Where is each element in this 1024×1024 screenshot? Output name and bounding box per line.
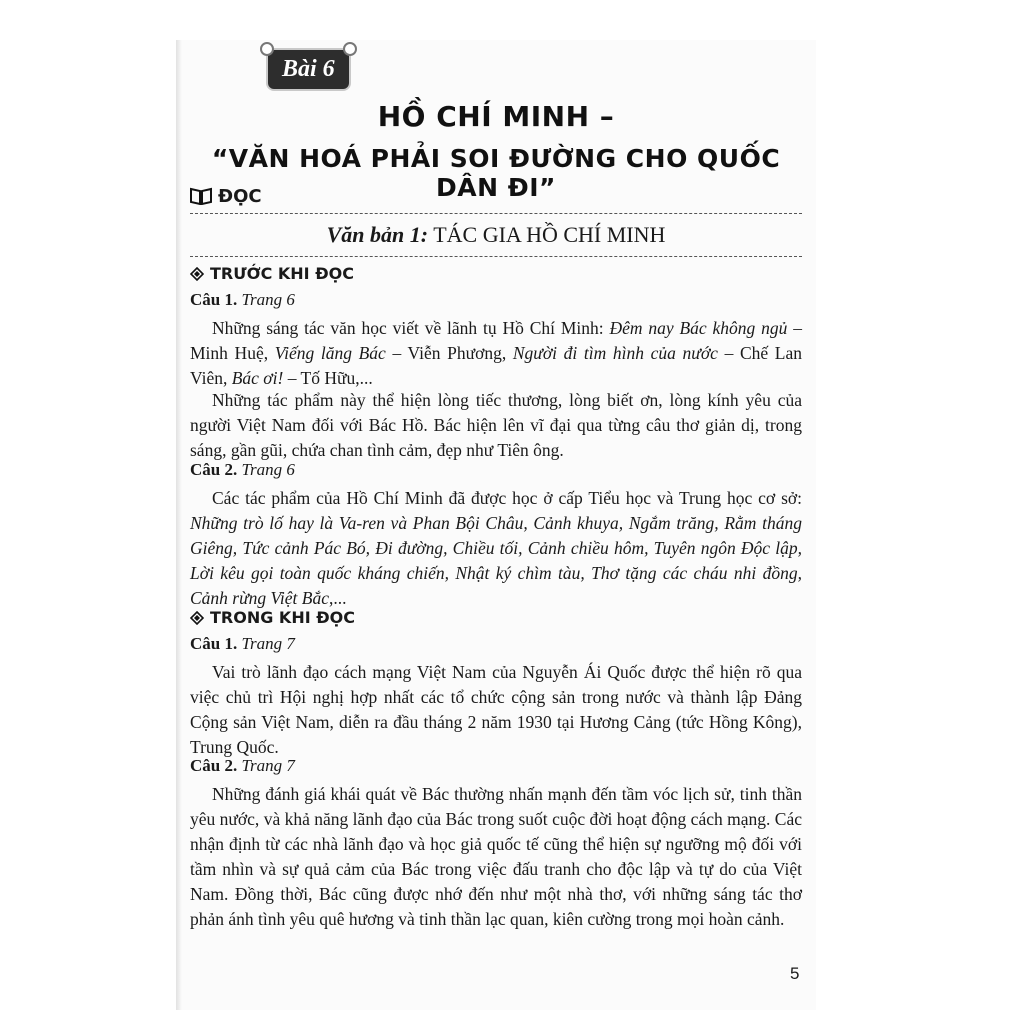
text-title-prefix: Văn bản 1:: [326, 222, 429, 247]
question-number: Câu 2.: [190, 756, 238, 775]
section-heading-label: TRƯỚC KHI ĐỌC: [210, 264, 354, 283]
answer-paragraph: Những sáng tác văn học viết về lãnh tụ Hồ Chí Minh: Đêm nay Bác không ngủ – Minh Huệ, Viếng lăng Bác – Viễn Phương, Người đi tìm hình của nước – Chế Lan Viên, Bác ơi! – Tố Hữu,...: [190, 318, 803, 388]
page-number: 5: [790, 964, 800, 983]
divider-top: [190, 213, 802, 214]
section-heading-before-reading: [190, 264, 802, 283]
text-title-name: TÁC GIA HỒ CHÍ MINH: [433, 222, 666, 247]
diamond-bullet-icon: [190, 611, 204, 625]
question-number: Câu 1.: [190, 290, 238, 309]
answer-paragraph: Các tác phẩm của Hồ Chí Minh đã được học ở cấp Tiểu học và Trung học cơ sở: Những trò lố hay là Va-ren và Phan Bội Châu, Cảnh khuya, Ngắm trăng, Rằm tháng Giêng, Tức cảnh Pác Bó, Đi đường, Chiều tối, Cảnh chiều hôm, Tuyên ngôn Độc lập, Lời kêu gọi toàn quốc kháng chiến, Nhật ký chìm tàu, Thơ tặng các cháu nhi đồng, Cảnh rừng Việt Bắc,...: [190, 488, 802, 608]
question-page: Trang 7: [241, 756, 295, 775]
question-label: [190, 460, 802, 480]
question-label: [190, 290, 802, 310]
lesson-badge-label: Bài 6: [268, 50, 349, 89]
open-book-icon: [190, 187, 212, 205]
question-number: Câu 1.: [190, 634, 238, 653]
question-label: [190, 756, 802, 776]
answer-paragraph: Những tác phẩm này thể hiện lòng tiếc thương, lòng biết ơn, lòng kính yêu của người Việt Nam đối với Bác Hồ. Bác hiện lên vĩ đại qua từng câu thơ giản dị, trong sáng, gần gũi, chứa chan tình cảm, đẹp như Tiên ông.: [190, 390, 802, 460]
text-title: [190, 222, 802, 248]
lesson-title-line-1: HỒ CHÍ MINH –: [377, 100, 615, 133]
question-page: Trang 6: [241, 460, 295, 479]
section-heading-label: TRONG KHI ĐỌC: [210, 608, 355, 627]
lesson-title-line-2: “VĂN HOÁ PHẢI SOI ĐƯỜNG CHO QUỐC DÂN ĐI”: [211, 144, 781, 202]
question-page: Trang 7: [241, 634, 295, 653]
diamond-bullet-icon: [190, 267, 204, 281]
question-number: Câu 2.: [190, 460, 238, 479]
question-label: [190, 634, 802, 654]
section-reading-label: ĐỌC: [218, 186, 262, 207]
section-heading-during-reading: [190, 608, 802, 627]
divider-bottom: [190, 256, 802, 257]
answer-paragraph: Vai trò lãnh đạo cách mạng Việt Nam của Nguyễn Ái Quốc được thể hiện rõ qua việc chủ trì Hội nghị hợp nhất các tổ chức cộng sản trong nước và thành lập Đảng Cộng sản Việt Nam, diễn ra đầu tháng 2 năm 1930 tại Hương Cảng (tức Hồng Kông), Trung Quốc.: [190, 662, 802, 757]
section-reading-header: [190, 186, 802, 207]
question-page: Trang 6: [241, 290, 295, 309]
answer-paragraph: Những đánh giá khái quát về Bác thường nhấn mạnh đến tầm vóc lịch sử, tinh thần yêu nước, và khả năng lãnh đạo của Bác trong suốt cuộc đời hoạt động cách mạng. Các nhận định từ các nhà lãnh đạo và học giả quốc tế cũng thể hiện sự ngưỡng mộ đối với tầm nhìn và sự quả cảm của Bác trong việc đấu tranh cho độc lập và tự do của Việt Nam. Đồng thời, Bác cũng được nhớ đến như một nhà thơ, với những sáng tác thơ phản ánh tình yêu quê hương và tinh thần lạc quan, kiên cường trong mọi hoàn cảnh.: [190, 784, 802, 929]
lesson-badge: [268, 50, 349, 89]
page-gutter-shadow: [176, 40, 182, 1010]
